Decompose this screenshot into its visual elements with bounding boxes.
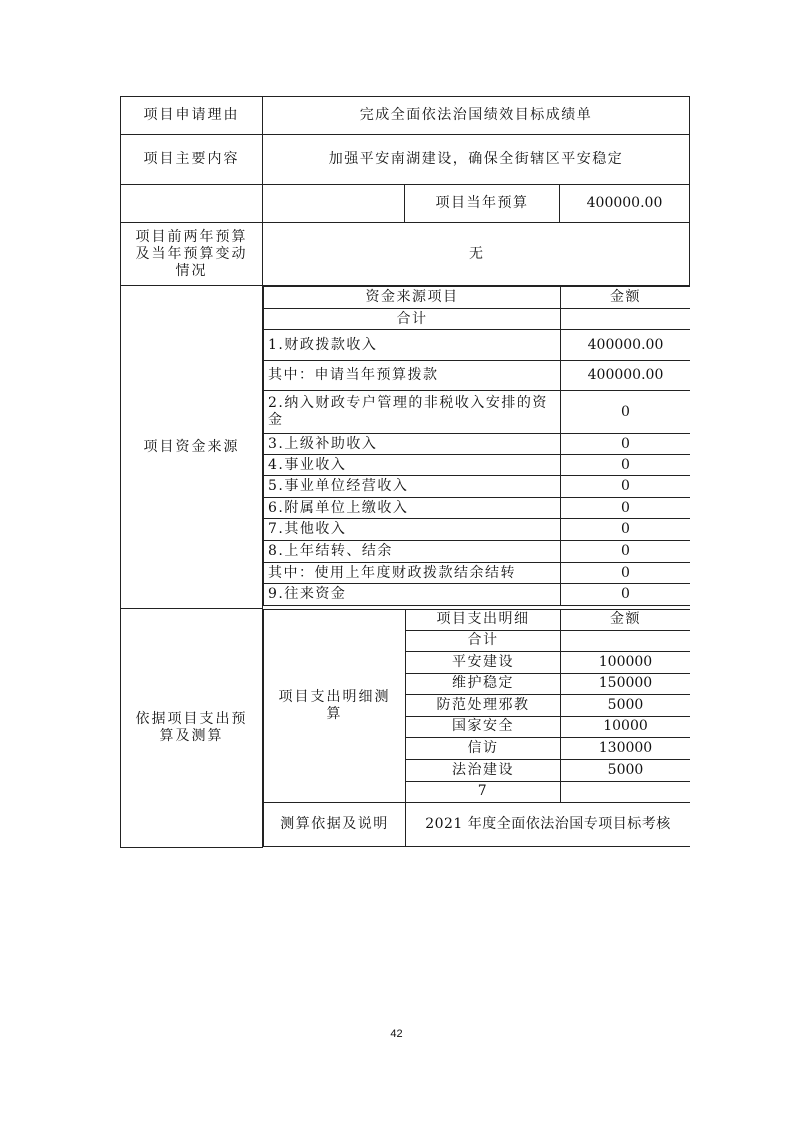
funds-item-amount: 0 xyxy=(561,519,690,541)
funds-item-name: 2.纳入财政专户管理的非税收入安排的资金 xyxy=(264,391,561,434)
expenditure-total-amount xyxy=(561,630,690,651)
budget-value: 400000.00 xyxy=(560,185,690,223)
funds-row xyxy=(264,476,690,498)
basis-label: 测算依据及说明 xyxy=(264,802,406,846)
funds-row xyxy=(264,541,690,563)
expenditure-detail-label: 项目支出明细测算 xyxy=(264,609,406,802)
expenditure-item-amount: 10000 xyxy=(561,716,690,737)
funds-item-name: 5.事业单位经营收入 xyxy=(264,476,561,498)
funds-item-name: 9.往来资金 xyxy=(264,584,561,606)
funds-row xyxy=(264,391,690,434)
funds-item-name: 3.上级补助收入 xyxy=(264,434,561,455)
funds-item-name: 4.事业收入 xyxy=(264,455,561,476)
page-number: 42 xyxy=(390,1028,403,1040)
funds-label: 项目资金来源 xyxy=(121,286,263,609)
reason-label: 项目申请理由 xyxy=(121,97,263,135)
funds-row xyxy=(264,563,690,584)
expenditure-item-name: 法治建设 xyxy=(406,759,561,781)
expenditure-item-name: 7 xyxy=(406,781,561,802)
row-expenditure xyxy=(121,609,690,848)
funds-item-amount: 0 xyxy=(561,391,690,434)
funds-total-row xyxy=(264,309,690,330)
expenditure-label: 依据项目支出预算及测算 xyxy=(121,609,263,848)
expenditure-item-amount: 5000 xyxy=(561,694,690,716)
content-value: 加强平安南湖建设，确保全街辖区平安稳定 xyxy=(263,135,690,185)
expenditure-item-name: 国家安全 xyxy=(406,716,561,737)
funds-item-name: 其中：使用上年度财政拨款结余结转 xyxy=(264,563,561,584)
budget-blank-left xyxy=(121,185,263,223)
funds-row xyxy=(264,330,690,361)
funds-item-amount: 400000.00 xyxy=(561,330,690,361)
funds-total-label: 合计 xyxy=(264,309,561,330)
budget-form xyxy=(120,96,689,848)
expenditure-total-label: 合计 xyxy=(406,630,561,651)
expenditure-header xyxy=(264,609,690,630)
expenditure-item-amount: 100000 xyxy=(561,651,690,673)
funds-item-amount: 0 xyxy=(561,498,690,519)
expenditure-item-name: 维护稳定 xyxy=(406,673,561,694)
funds-row xyxy=(264,455,690,476)
budget-table xyxy=(120,96,690,848)
expenditure-header-item: 项目支出明细 xyxy=(406,609,561,630)
funds-item-name: 其中：申请当年预算拨款 xyxy=(264,361,561,391)
reason-value: 完成全面依法治国绩效目标成绩单 xyxy=(263,97,690,135)
funds-item-amount: 0 xyxy=(561,541,690,563)
content-label: 项目主要内容 xyxy=(121,135,263,185)
basis-value: 2021 年度全面依法治国专项目标考核 xyxy=(406,802,690,846)
change-value: 无 xyxy=(263,223,690,286)
funds-item-name: 8.上年结转、结余 xyxy=(264,541,561,563)
expenditure-cell xyxy=(263,609,690,848)
row-content xyxy=(121,135,690,185)
expenditure-table xyxy=(263,609,690,847)
funds-item-amount: 0 xyxy=(561,455,690,476)
funds-row xyxy=(264,519,690,541)
expenditure-item-amount: 130000 xyxy=(561,737,690,759)
budget-label: 项目当年预算 xyxy=(405,185,560,223)
funds-row xyxy=(264,584,690,606)
funds-table xyxy=(263,286,690,606)
funds-row xyxy=(264,434,690,455)
funds-header-amount: 金额 xyxy=(561,287,690,309)
change-label: 项目前两年预算及当年预算变动情况 xyxy=(121,223,263,286)
basis-row xyxy=(264,802,690,846)
expenditure-item-name: 防范处理邪教 xyxy=(406,694,561,716)
expenditure-item-amount: 5000 xyxy=(561,759,690,781)
row-change xyxy=(121,223,690,286)
funds-cell xyxy=(263,286,690,609)
funds-header xyxy=(264,287,690,309)
funds-item-name: 1.财政拨款收入 xyxy=(264,330,561,361)
funds-item-amount: 0 xyxy=(561,434,690,455)
funds-header-item: 资金来源项目 xyxy=(264,287,561,309)
funds-item-name: 6.附属单位上缴收入 xyxy=(264,498,561,519)
funds-total-amount xyxy=(561,309,690,330)
row-budget xyxy=(121,185,690,223)
funds-item-amount: 0 xyxy=(561,476,690,498)
expenditure-header-amount: 金额 xyxy=(561,609,690,630)
funds-row xyxy=(264,498,690,519)
expenditure-item-amount xyxy=(561,781,690,802)
row-reason xyxy=(121,97,690,135)
expenditure-item-amount: 150000 xyxy=(561,673,690,694)
expenditure-item-name: 平安建设 xyxy=(406,651,561,673)
funds-item-amount: 0 xyxy=(561,563,690,584)
expenditure-item-name: 信访 xyxy=(406,737,561,759)
funds-item-amount: 0 xyxy=(561,584,690,606)
row-funds xyxy=(121,286,690,609)
funds-item-amount: 400000.00 xyxy=(561,361,690,391)
funds-item-name: 7.其他收入 xyxy=(264,519,561,541)
funds-row xyxy=(264,361,690,391)
budget-blank-mid xyxy=(263,185,405,223)
